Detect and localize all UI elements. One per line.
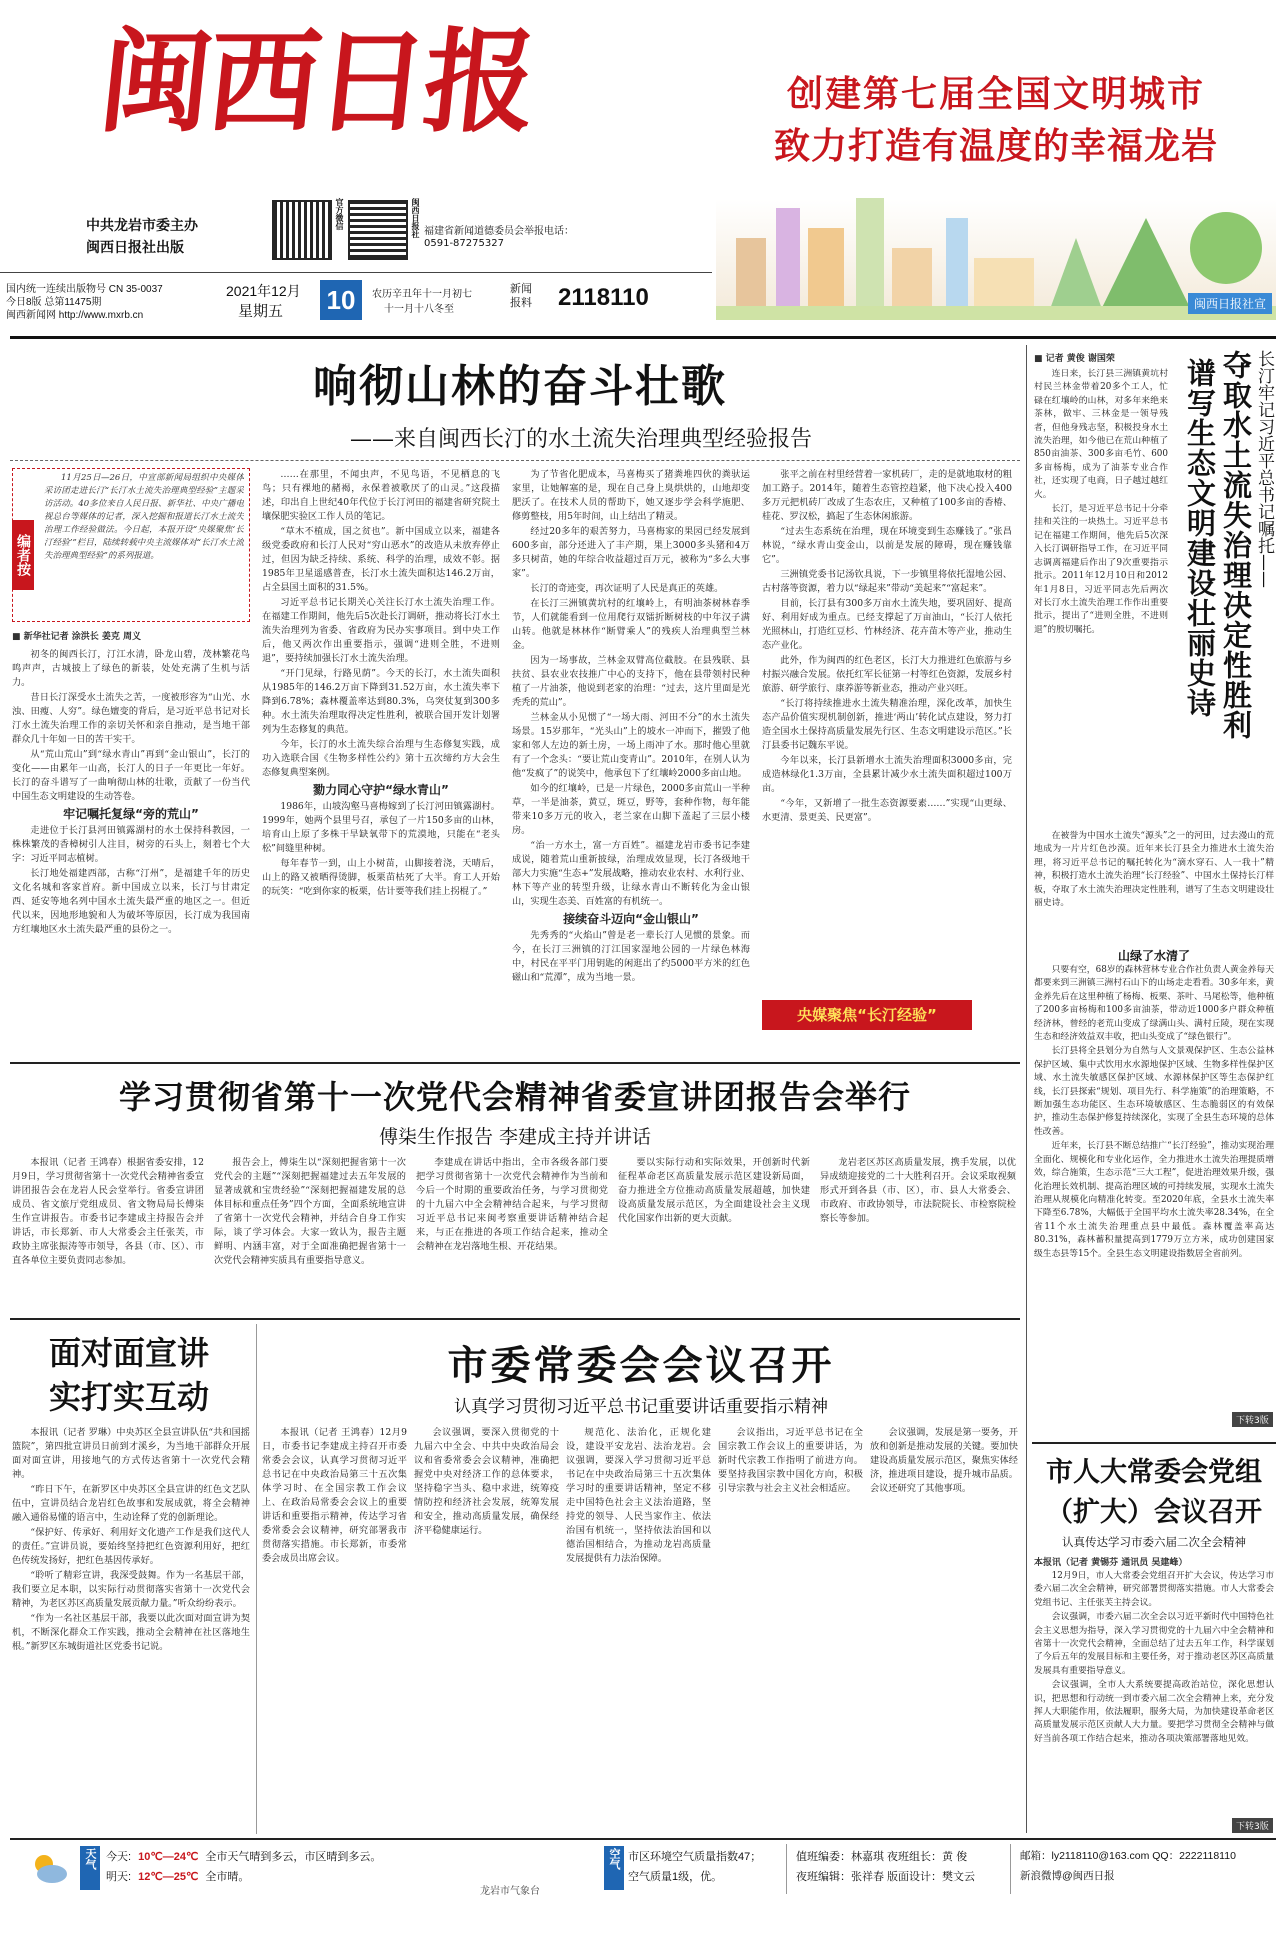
footer [10, 1842, 1276, 1902]
story3-col-3: 规范化、法治化，正规化建设，建设平安龙岩、法治龙岩。会议强调，要深入学习贯彻习近平总书记在中央政治局第三十五次集体学习时的重要讲话精神，坚定不移走中国特色社会主义法治道路，坚持党的领导、人民当家作主、依法治国有机统一，坚持依法治国和以德治国相结合，为推动龙岩高质量发展提供有力法治保障。 [566, 1427, 711, 1564]
issue-pages: 今日8版 总第11475期 [6, 297, 102, 308]
story4-headline-2: 实打实互动 [48, 1378, 209, 1416]
story2-col-4: 要以实际行动和实际效果，开创新时代新征程革命老区高质量发展示范区建设新局面，奋力推进全方位推动高质量发展超越，加快建设高质量发展示范区，为全面建设社会主义现代化国家作出新的更大贡献。 [618, 1157, 810, 1224]
lead-subhead-1: 牢记嘱托复绿“旁的荒山” [63, 807, 199, 821]
story2-col-3: 李建成在讲话中指出，全市各级各部门要把学习贯彻省第十一次党代会精神作为当前和今后一个时期的重要政治任务，与学习贯彻党的十九届六中全会精神结合起来，与学习贯彻习近平总书记来闽考察重要讲话精神结合起来，与正在推进的各项工作结合起来，推动全会精神在龙岩落地生根、开花结果。 [416, 1157, 608, 1252]
masthead-rule [10, 336, 1276, 339]
lead-col-2: ……在那里，不闻虫声，不见鸟语，不见栖息的飞鸟；只有裸地的赭褐，永保着被歌厌了的山灵。”这段描述，印出自上世纪40年代位于长汀河田的福建省研究院土壤保肥实验区工作人员的笔记。 “草木不植成，国之贫也”。新中国成立以来，福建各级党委政府和长汀人民对“穷山恶水”的改造从未放弃停止过，但因为缺乏持续、系统、科学的治理，成效不彰。据1985年卫星遥感普查，长汀水土流失面积达146.2万亩，占全县国土面积的31.5%。 习近平总书记长期关心关注长汀水土流失治理工作。在福建工作期间，他先后5次赴长汀调研，推动将长汀水土流失治理列为省委、省政府为民办实事项目。到中央工作后，他又两次作出重要指示，强调“进则全胜，不进则退”，要持续加强长汀水土流失治理。 “开门见绿，行路见荫”。今天的长汀，水土流失面积从1985年的146.2万亩下降到31.52万亩，水土流失率下降到6.78%；森林覆盖率达到80.3%，乌突仗复到300多种。水土流失治理取得决定性胜利，被联合国开发计划署列为生态修复的典范。 今年，长汀的水土流失综合治理与生态修复实践，成功入选联合国《生物多样性公约》第十五次缔约方大会生态修复典型案例。 勠力同心守护“绿水青山” 1986年，山坡沟壑马喜梅嫁到了长汀河田镇露湖村。1999年，她两个县里号召，承包了一片150多亩的山林，培育山上原了多株干旱缺氧带下的荒漠地，只能在“老头松”间缝里种树。 每年春节一到，山上小树苗，山脚接着浇，天晴后，山上的路又被晒得烫脚，板栗苗枯死了大半。育工人开始的玩笑：“吃到你家的板栗，估计要等我们挂上拐棍了。” [262, 469, 500, 897]
side-headline-a: 夺取水土流失治理决定性胜利 [1219, 350, 1253, 740]
lead-subtitle: ——来自闽西长汀的水土流失治理典型经验报告 [350, 427, 813, 452]
story5-headline-1: 市人大常委会党组 [1046, 1457, 1262, 1488]
story5-byline: 本报讯（记者 黄锡芬 通讯员 吴建峰） [1034, 1558, 1188, 1568]
story4-body: 本报讯（记者 罗琳）中央苏区全县宣讲队伍“共和国摇篮院”，第四批宣讲员日前到才溪乡，为当地干部群众开展面对面宣讲，用接地气的方式传达省第十一次党代会精神。 “昨日下午，在新罗区中央苏区全县宣讲的红色文艺队伍中，宣讲员结合龙岩红色故事和发展成就，将全会精神融入通俗易懂的语言中，生动诠释了党的创新理论。 “保护好、传承好、利用好文化遗产工作是我们这代人的责任。”宣讲员说，要始终坚持把红色资源利用好，把红色传统发扬好，把红色基因传承好。 “聆听了精彩宣讲，我深受鼓舞。作为一名基层干部，我们要立足本职，以实际行动贯彻落实省第十一次党代会精神，为老区苏区高质量发展贡献力量。”听众纷纷表示。 “作为一名社区基层干部，我要以此次面对面宣讲为契机，不断深化群众工作实践，推动全会精神在社区落地生根。”新罗区东城街道社区党委书记说。 [12, 1427, 250, 1652]
banner-line-1: 创建第七届全国文明城市 [786, 74, 1205, 115]
weather-tomorrow-temp: 12℃—25℃ [138, 1871, 199, 1883]
report-notice: 福建省新闻道德委员会举报电话： [424, 226, 574, 237]
issue-website[interactable]: 闽西新闻网 http://www.mxrb.cn [6, 310, 144, 321]
side-subhead: 山绿了水清了 [1117, 949, 1190, 963]
story2-col-5: 龙岩老区苏区高质量发展，携手发展，以优异成绩迎接党的二十大胜利召开。会议采取视频形式开到各县（市、区），市、县人大常委会、市政府、市政协领导，市法院院长、市检察院检察长等参加。 [820, 1157, 1016, 1224]
qr-label-app: 闽西日报社 [411, 198, 420, 238]
aqi-line-1: 市区环境空气质量指数47； [628, 1851, 762, 1863]
aqi-line-2: 空气质量1级，优。 [628, 1871, 723, 1883]
weather-today: 今天: 10℃—24℃ 全市天气晴到多云，市区晴到多云。 [106, 1851, 382, 1863]
date-day: 10 [320, 280, 362, 320]
weather-sun-cloud-icon [26, 1848, 70, 1888]
story4-headline-1: 面对面宣讲 [48, 1334, 209, 1372]
hotline-number[interactable]: 2118110 [558, 284, 649, 311]
lunar-date: 农历辛丑年十一月初七 [372, 289, 472, 300]
editor-note-label: 编者按 [12, 520, 34, 590]
sponsor-line-1: 中共龙岩市委主办 [86, 218, 198, 234]
side-continue-tag[interactable]: 下转3版 [1232, 1412, 1273, 1427]
story5-continue-tag[interactable]: 下转3版 [1232, 1818, 1273, 1833]
lead-col-3: 为了节省化肥成本，马喜梅买了猪粪堆四伙的粪驮运家里，让她解塞的是，现在自己身上臭烘烘的，山地却变肥沃了。在技术人员的帮助下，她又逐步学会科学施肥、修剪整枝，用5年时间，山上结出了精灵。 经过20多年的艰苦努力，马喜梅家的果园已经发展到600多亩，部分还进入了丰产期，果上3000多头猪和4万多只树苗，她的年综合收益超过百万元，被称为“多么大事家”。 长汀的奇迹变，再次证明了人民是真正的英雄。 在长汀三洲镇黄坑村的红壤岭上，有明油茶树林春季节，人们就能看到一位用爬行双镭折断树枝的中年汉子满山转。他就是林林作“断臂乘人”的残疾人治理典型兰林金。 因为一场事故，兰林金双臂高位截肢。在县残联、县扶贫、县农业农技推广中心的支持下，他在县带领村民种植了一片油茶，他说到老家的治理：“过去，这片里面是光秃秃的荒山”。 兰林金从小见惯了“一场大雨、河田不分”的水土流失场景。15岁那年，“光头山”上的坡水一冲而下，摧毁了他家和邻人左边的新土房，一场上雨冲了水。那时他心里就有了一个念头：“要让荒山变青山”。2010年，在别人认为他“发疯了”的说笑中，他承包下了红壤岭2000多亩山地。 如今的红壤岭，已是一片绿色，2000多亩荒山一半种草，一半是油茶，黄豆，斑豆，野等，套种作物，每年能带来10多万元的收入，老兰家在山脚下盖起了三层小楼房。 “治一方水土，富一方百姓”。福建龙岩市委书记李建成说，随着荒山重新披绿，治理成效显现，长汀各级地干部大力实施“生态+”发展战略，推动农业农村、水利行业、林下等产业的转型升级，让绿水青山不断转化为金山银山，实现生态美、百姓富的有机统一。 接续奋斗迈向“金山银山” 先秀秀的“火焰山”曾是老一辈长汀人见惯的景象。而今，在长汀三洲镇的汀江国家湿地公园的一片绿色林海中，村民在平平门用钥匙的闲逛出了约5000平方米的红色磁山和“荒潭”，成为当地一景。 [512, 469, 750, 983]
banner-tag: 闽西日报社宣 [1188, 293, 1272, 314]
story2-subtitle: 傅柒生作报告 李建成主持并讲话 [378, 1126, 652, 1148]
masthead [0, 0, 1286, 335]
weather-label: 天气 [80, 1846, 100, 1890]
lead-subhead-2: 勠力同心守护“绿水青山” [313, 783, 449, 797]
report-phone: 0591-87275327 [424, 238, 504, 249]
lead-byline: ■ 新华社记者 涂洪长 姜克 周义 [12, 632, 142, 642]
lead-subhead-3: 接续奋斗迈向“金山银山” [563, 912, 699, 926]
date-year-month: 2021年12月 [226, 283, 301, 299]
qr-code-wechat[interactable] [272, 200, 332, 260]
story2-col-1: 本报讯（记者 王鸿春）根据省委安排，12月9日，学习贯彻省第十一次党代会精神省委宣讲团报告会在龙岩人民会堂举行。省委宣讲团成员、省文旅厅党组成员、省文物局局长傅柒生作宣讲报告。市委书记李建成主持报告会并讲话，市长郑新、市人大常委会主任张芙，市政协主席张振涛等市领导，各县（市、区）、市直各单位主要负责同志参加。 [12, 1157, 204, 1266]
editor-note-text: 11月25日—26日，中宣部新闻局组织中央媒体采访团走进长汀“长汀水土流失治理典型经验”主题采访活动。40多位来自人民日报、新华社、中央广播电视总台等媒体的记者，深入挖掘和报道长汀水土流失治理工作经验做法。今日起，本报开设“央媒聚焦‘长汀经验’”栏目，陆续转载中央主流媒体对“长汀水土流失治理典型经验”的系列报道。 [44, 473, 244, 561]
story5-subtitle: 认真传达学习市委六届二次全会精神 [1062, 1535, 1246, 1549]
civilization-banner [716, 18, 1276, 320]
story2-headline: 学习贯彻省第十一次党代会精神省委宣讲团报告会举行 [118, 1078, 911, 1116]
issue-number: 国内统一连续出版物号 CN 35-0037 [6, 284, 163, 295]
duty-editors: 值班编委：林嘉琪 夜班组长：黄 俊 [796, 1851, 968, 1863]
solar-term: 十一月十八冬至 [384, 304, 454, 315]
side-col-1: 连日来，长汀县三洲镇黄坑村村民兰林金带着20多个工人，忙碌在红壤岭的山林，对多年来绝来茶林，做牢、三林金是一领导残者，但他身残志坚，积极投身水土流失治理，如今他已在荒山种植了850亩油茶、300多亩毛竹、600多亩杨梅，成为了油茶专业合作社，还实现了电商，日子越过越红火。 长汀，是习近平总书记十分牵挂和关注的一块热土。习近平总书记在福建工作期间，他先后5次深入长汀调研指导工作，在习近平同志调离福建后作出了9次重要指示批示。2011年12月10日和2012年1月8日，习近平同志先后两次对长汀水土流失治理工作作出重要批示，提出了“进则全胜，不进则退”的殷切嘱托。 [1034, 369, 1168, 635]
qr-label-wechat: 官方微信 [335, 198, 344, 230]
side-kicker: 长汀牢记习近平总书记嘱托—— [1254, 350, 1274, 588]
qr-code-app[interactable] [348, 200, 408, 260]
side-byline: ■ 记者 黄俊 谢国荣 [1034, 354, 1115, 364]
side-headline-b: 谱写生态文明建设壮丽史诗 [1183, 358, 1217, 718]
night-editors: 夜班编辑：张祥春 版面设计：樊文云 [796, 1871, 976, 1883]
story3-col-1: 本报讯（记者 王鸿春）12月9日，市委书记李建成主持召开市委常委会会议，认真学习贯彻习近平总书记在中央政治局第三十五次集体学习时、在全国宗教工作会议上、在政治局常委会会议上的重要讲话和重要指示精神，传达学习省委常委会会议精神，研究部署我市贯彻落实措施。市长郑新，市委常委会成员出席会议。 [262, 1427, 407, 1564]
story3-col-5: 会议强调，发展是第一要务，开放和创新是推动发展的关键。要加快建设高质量发展示范区，聚焦实体经济，推进项目建设，提升城市品质。会议还研究了其他事项。 [870, 1427, 1018, 1494]
contact-email[interactable]: 邮箱：ly2118110@163.com QQ：2222118110 [1020, 1850, 1236, 1862]
side-col-2: 在被誉为中国水土流失“源头”之一的河田，过去漫山的荒地成为一片片红色沙漠。近年来长汀县全力推进水土流失治理，将习近平总书记的嘱托转化为“滴水穿石、人一我十”精神，积极打造水土流失治理“长汀经验”、中国水土保持长汀样板，夺取了水土流失治理决定性胜利，谱写了生态文明建设壮丽史诗。 [1034, 831, 1274, 909]
story5-body: 12月9日，市人大常委会党组召开扩大会议，传达学习市委六届二次全会精神，研究部署贯彻落实措施。市人大常委会党组书记、主任张芙主持会议。 会议强调，市委六届二次全会以习近平新时代中国特色社会主义思想为指导，深入学习贯彻党的十九届六中全会精神和省第十一次党代会精神，全面总结了过去五年工作，科学谋划了今后五年的发展目标和主要任务，对于推动老区苏区高质量发展具有重要指导意义。 会议强调，全市人大系统要提高政治站位，深化思想认识，把思想和行动统一到市委六届二次全会精神上来，充分发挥人大职能作用，依法履职，服务大局，为加快建设革命老区高质量发展示范区贡献人大力量。要把学习贯彻全会精神与做好当前各项工作结合起来，推动各项决策部署落地见效。 [1034, 1571, 1274, 1744]
lead-col-1: 初冬的闽西长汀，汀江水清，卧龙山碧，茂林繁花鸟鸣声声，古城披上了绿色的新装，处处充满了生机与活力。 昔日长汀深受水土流失之苦，一度被形容为“山光、水浊、田瘦、人穷”。绿色嬗变的背后，是习近平总书记对长汀水土流失治理工作的亲切关怀和亲自推动，是当地干部群众几十年如一日的苦干实干。 从“荒山荒山”到“绿水青山”再到“金山银山”，长汀的变化——由累年一山高，长汀人的日子一年更比一年好。长汀的奋斗谱写了一曲响彻山林的壮歌，贡献了一份当代中国生态文明建设的生动答卷。 牢记嘱托复绿“旁的荒山” 走进位于长汀县河田镇露湖村的水土保持科教园，一株株繁茂的香樟树引人注目，树旁的石头上，刻着七个大字：习近平同志植树。 长汀地处福建西部，古称“汀州”，是福建千年的历史文化名城和客家首府。新中国成立以来，长汀与甘肃定西、延安等地名列中国水土流失最严重的地区之一。但近代以来，因地形地貌和人为破坏等原因，长汀成为我国南方红壤地区水土流失最严重的县份之一。 [12, 649, 250, 935]
story3-col-4: 会议指出，习近平总书记在全国宗教工作会议上的重要讲话，为新时代宗教工作指明了前进方向。要坚持我国宗教中国化方向，积极引导宗教与社会主义社会相适应。 [718, 1427, 863, 1494]
side-col-3: 只要有空，68岁的森林营林专业合作社负责人黄金养每天都要来到三洲镇三洲村石山下的山场走走看看。30多年来，黄金养先后在这里种植了杨梅、板栗、茶叶、马尾松等，他种植了200多亩杨梅和100多亩油茶，带动近1000多户群众种植经济林，曾经的老荒山变成了绿满山头、满村丘陵，现在实现生态和经济效益双丰收，把山头变成了“绿色银行”。 长汀县将全县划分为自然与人文景观保护区、生态公益林保护区域、集中式饮用水水源地保护区域、生物多样性保护区域、水土流失敏感区保护区域、水源林保护区等生态保护红线，长汀县探索“规划、项目先行、科学施策”的治理策略，不断加强生态功能区、生态环境敏感区、生态脆弱区的有效保护，推动生态保护修复持续深化，实现了全县生态环境的总体性改善。 近年来，长汀县不断总结推广“长汀经验”，推动实现治理全面化、规模化和专业化运作，全力推进水土流失治理提质增效，综合施策，生态示范“三大工程”，促进治理效果升级，强化治理长效机制、提高治理区域的可持续发展，实现水土流失治理从规模化向精准化转变。至2020年底，全县水土流失率下降至6.78%，大幅低于全国平均水土流失率28.34%，在全省11个水土流失治理重点县中最低。森林覆盖率高达80.31%，森林蓄积量提高到1779万立方米，成功创建国家级生态县等15个。全县生态文明建设指数居全省前列。 [1034, 965, 1274, 1259]
story3-headline: 市委常委会会议召开 [447, 1343, 835, 1389]
weather-tomorrow: 明天: 12℃—25℃ 全市晴。 [106, 1871, 250, 1883]
story3-col-2: 会议强调，要深入贯彻党的十九届六中全会、中共中央政治局会议和省委常委会会议精神，准确把握党中央对经济工作的总体要求，坚持稳字当头、稳中求进，统筹疫情防控和经济社会发展，统筹发展和安全，推动高质量发展，确保经济平稳健康运行。 [414, 1427, 559, 1536]
weather-bureau: 龙岩市气象台 [480, 1886, 540, 1897]
lead-headline: 响彻山林的奋斗壮歌 [313, 361, 727, 412]
date-weekday: 星期五 [238, 303, 284, 320]
weibo-handle[interactable]: 新浪微博@闽西日报 [1020, 1870, 1115, 1882]
aqi-label: 空气 [604, 1846, 624, 1890]
weather-today-temp: 10℃—24℃ [138, 1851, 199, 1863]
lead-col-4: 张平之前在村里经营着一家机砖厂，走的是就地取材的粗加工路子。2014年，随着生态管控趋紧，他下决心投入400多万元把机砖厂改成了生态农庄，又种植了100多亩的香椿、桂花、罗汉松，搞起了生态休闲旅游。 “过去生态系统在治理，现在环境变到生态赚钱了。”张昌林说，“绿水青山变金山，以前是发展的障碍，现在赚钱靠它”。 三洲镇党委书记汤钦具说，下一步镇里将依托湿地公园、古村落等资源，着力以“绿起来”带动“美起来”“富起来”。 目前，长汀县有300多万亩水土流失地，要巩固好、提高好、利用好成为重点。已经支撑起了万亩油山，“长汀人依托光照林山，打造红豆杉、竹林经济、花卉苗木等产业，推动生态产业化。 此外，作为闽西的红色老区，长汀大力推进红色旅游与乡村振兴融合发展。依托红军长征第一村等红色资源，发展乡村旅游、研学旅行、康养游等新业态，推动产业兴旺。 “长汀将持续推进水土流失精准治理，深化改革，加快生态产品价值实现机制创新，推进‘两山’转化试点建设，努力打造全国水土保持高质量发展先行区、生态文明建设示范区。”长汀县委书记魏东平说。 今年以来，长汀县新增水土流失治理面积3000多亩，完成造林绿化1.3万亩，全县累计减少水土流失面积超过100万亩。 “今年，又新增了一批生态资源要素……”实现“山更绿、水更清、景更美、民更富”。 [762, 469, 1012, 823]
sponsor-line-2: 闽西日报社出版 [86, 240, 184, 256]
column-tag-changting[interactable]: 央媒聚焦“长汀经验” [762, 1000, 972, 1030]
story2-col-2: 报告会上，傅柒生以“深刻把握省第十一次党代会的主题”“深刻把握福建过去五年发展的显著成就和宝贵经验”“深刻把握福建发展的总体目标和重点任务”四个方面，全面系统地宣讲了省第十一次党代会精神，并结合自身工作实际，谈了学习体会。大家一致认为，报告主题鲜明、内涵丰富，对于全面准确把握省第十一次党代会精神实质具有重要指导意义。 [214, 1157, 406, 1266]
story3-subtitle: 认真学习贯彻习近平总书记重要讲话重要指示精神 [454, 1397, 828, 1417]
masthead-logo: 闽西日报 [93, 17, 539, 148]
banner-line-2: 致力打造有温度的幸福龙岩 [773, 126, 1218, 167]
story5-headline-2: （扩大）会议召开 [1046, 1497, 1262, 1528]
hotline-label: 新闻报料 [510, 282, 532, 309]
